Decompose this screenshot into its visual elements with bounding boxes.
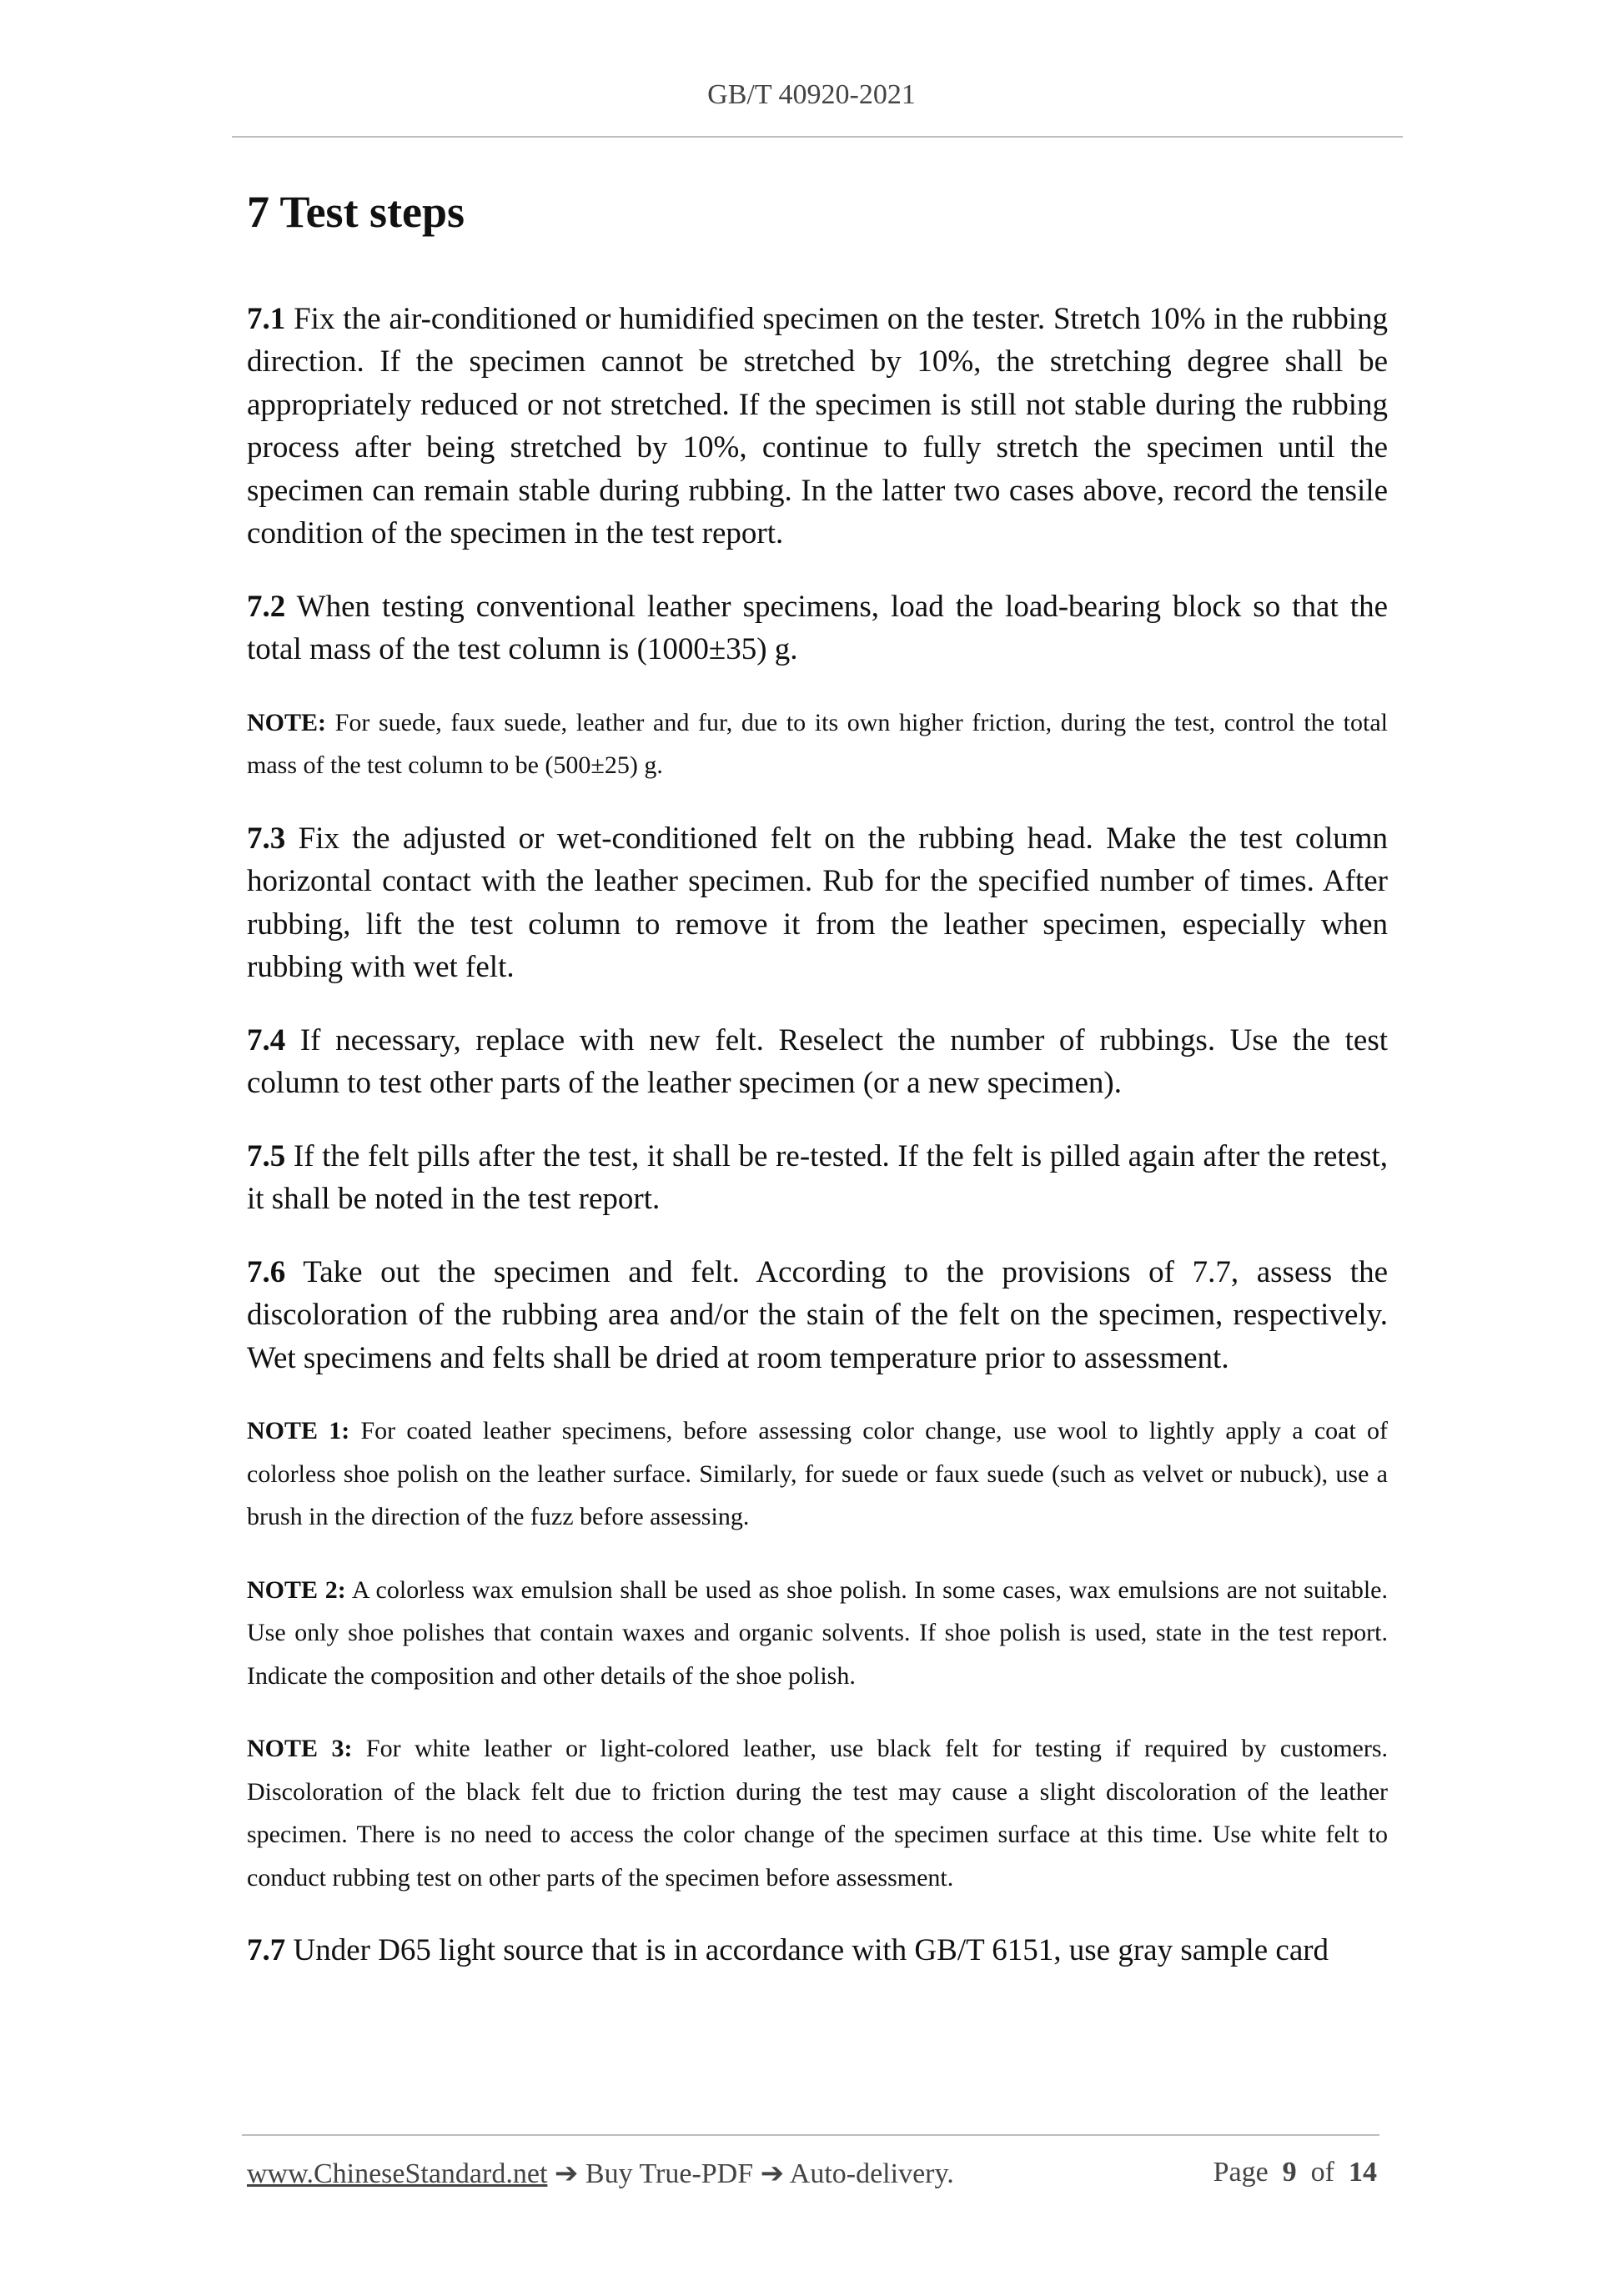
arrow-right-icon: ➔ [760, 2158, 785, 2189]
footer-promo [247, 2157, 954, 2190]
footer-divider [242, 2134, 1379, 2136]
note-label: NOTE: [247, 708, 327, 736]
note-label: NOTE 1: [247, 1417, 350, 1445]
of-label: of [1310, 2157, 1334, 2188]
clause-number: 7.2 [247, 589, 286, 624]
note-2 [247, 1569, 1388, 1698]
clause-text: If the felt pills after the test, it shall be re-tested. If the felt is pilled again after the retest, it shall be noted in the test report. [247, 1138, 1388, 1217]
buy-text: Buy True-PDF [585, 2158, 754, 2189]
clause-7-1 [247, 298, 1388, 555]
clause-number: 7.1 [247, 301, 286, 336]
clause-7-4 [247, 1019, 1388, 1105]
header-divider [232, 136, 1403, 138]
note-text: A colorless wax emulsion shall be used as shoe polish. In some cases, wax emulsions are not suitable. Use only shoe polishes that contain waxes and organic solvents. If shoe polish is used, state in the test report. Indicate the composition and other details of the shoe polish. [247, 1575, 1388, 1690]
page-current: 9 [1282, 2157, 1297, 2188]
arrow-right-icon: ➔ [554, 2158, 579, 2189]
page-label: Page [1213, 2157, 1269, 2188]
clause-7-7 [247, 1929, 1388, 1972]
clause-7-3 [247, 817, 1388, 989]
note-text: For suede, faux suede, leather and fur, due to its own higher friction, during the test, control the total mass of the test column to be (500±25) g. [247, 708, 1389, 780]
clause-7-5 [247, 1135, 1388, 1221]
page-indicator [1213, 2157, 1377, 2188]
clause-number: 7.6 [247, 1254, 286, 1289]
clause-number: 7.3 [247, 821, 286, 856]
note-1 [247, 1409, 1388, 1539]
clause-text: Fix the air-conditioned or humidified specimen on the tester. Stretch 10% in the rubbing direction. If the specimen cannot be stretched by 10%, the stretching degree shall be appropriately reduced or not stretched. If the specimen is still not stable during the rubbing process after being stretched by 10%, continue to fully stretch the specimen until the specimen can remain stable during rubbing. In the latter two cases above, record the tensile condition of the specimen in the test report. [247, 301, 1389, 551]
note-text: For coated leather specimens, before assessing color change, use wool to lightly apply a coat of colorless shoe polish on the leather surface. Similarly, for suede or faux suede (such as velvet or nubuck), use a brush in the direction of the fuzz before assessing. [247, 1417, 1389, 1531]
note-label: NOTE 3: [247, 1735, 353, 1763]
clause-number: 7.7 [247, 1933, 286, 1968]
note-7-2 [247, 701, 1388, 787]
delivery-text: Auto-delivery. [789, 2158, 954, 2189]
note-label: NOTE 2: [247, 1575, 346, 1604]
page-body [247, 185, 1388, 2002]
note-3 [247, 1727, 1388, 1899]
clause-text: Fix the adjusted or wet-conditioned felt on the rubbing head. Make the test column horizontal contact with the leather specimen. Rub for the specified number of times. After rubbing, lift the test column to remove it from the leather specimen, especially when rubbing with wet felt. [247, 821, 1389, 985]
clause-number: 7.5 [247, 1138, 286, 1173]
clause-text: If necessary, replace with new felt. Reselect the number of rubbings. Use the test column to test other parts of the leather specimen (or a new specimen). [247, 1022, 1389, 1101]
clause-number: 7.4 [247, 1022, 286, 1058]
section-heading: 7 Test steps [247, 187, 465, 237]
page-total: 14 [1349, 2157, 1377, 2188]
clause-text: When testing conventional leather specimens, load the load-bearing block so that the total mass of the test column is (1000±35) g. [247, 589, 1388, 667]
clause-7-2 [247, 585, 1388, 671]
site-link[interactable]: www.ChineseStandard.net [247, 2158, 548, 2189]
clause-text: Under D65 light source that is in accordance with GB/T 6151, use gray sample card [293, 1933, 1329, 1968]
clause-7-6 [247, 1251, 1388, 1380]
clause-text: Take out the specimen and felt. According to the provisions of 7.7, assess the discoloration of the rubbing area and/or the stain of the felt on the specimen, respectively. Wet specimens and felts shall be dried at room temperature prior to assessment. [247, 1254, 1388, 1375]
document-code: GB/T 40920-2021 [707, 79, 916, 110]
note-text: For white leather or light-colored leather, use black felt for testing if required by customers. Discoloration of the black felt due to friction during the test may cause a slight discoloration of the leather specimen. There is no need to access the color change of the specimen surface at this time. Use white felt to conduct rubbing test on other parts of the specimen before assessment. [247, 1735, 1389, 1892]
